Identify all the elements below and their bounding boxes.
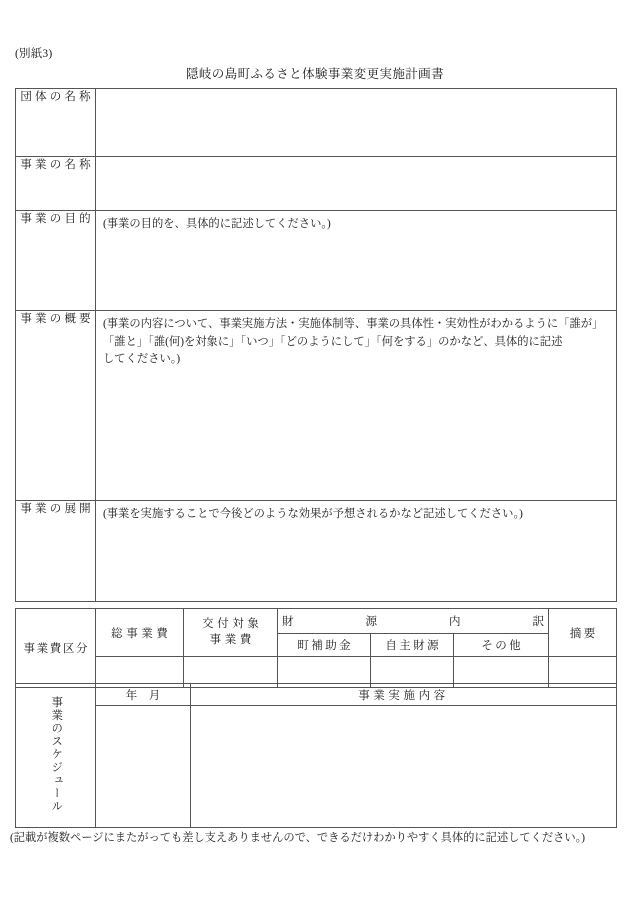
column-header-other-funds: その他 bbox=[454, 634, 549, 657]
input-project-purpose[interactable] bbox=[96, 211, 617, 311]
hint-project-outline bbox=[96, 311, 616, 373]
label-cost-category: 事業費区分 bbox=[16, 609, 96, 688]
input-implementation-content[interactable] bbox=[191, 706, 617, 828]
table-row-project-purpose bbox=[16, 211, 617, 311]
schedule-table bbox=[15, 683, 617, 828]
column-header-remarks: 摘要 bbox=[549, 609, 617, 657]
table-row-project-development bbox=[16, 501, 617, 602]
label-project-development: 事業の展開 bbox=[16, 501, 96, 602]
subsidy-target-line-1: 交付対象 bbox=[202, 617, 263, 630]
main-form-table bbox=[15, 88, 617, 602]
cost-header-row-top bbox=[16, 609, 617, 634]
label-organization-name: 団体の名称 bbox=[16, 89, 96, 157]
table-row-organization-name bbox=[16, 89, 617, 157]
label-project-purpose: 事業の目的 bbox=[16, 211, 96, 311]
column-header-total-cost: 総事業費 bbox=[96, 609, 184, 657]
label-project-schedule-text: 事業のスケジュール bbox=[50, 695, 63, 813]
subsidy-target-line-2: 事業費 bbox=[209, 633, 255, 646]
label-project-schedule bbox=[16, 684, 96, 828]
document-reference-mark: (別紙3) bbox=[15, 48, 53, 60]
input-project-outline[interactable] bbox=[96, 311, 617, 501]
schedule-value-row bbox=[16, 706, 617, 828]
footer-note: (記載が複数ページにまたがっても差し支えありませんので、できるだけわかりやすく具体的に記述してください。) bbox=[10, 832, 585, 844]
input-organization-name[interactable] bbox=[96, 89, 617, 157]
input-year-month[interactable] bbox=[96, 706, 191, 828]
hint-project-development: (事業を実施することで今後どのような効果が予想されるかなど記述してください。) bbox=[103, 508, 523, 520]
hint-line-1: (事業の内容について、事業実施方法・実施体制等、事業の具体性・実効性がわかるように「誰が」 bbox=[103, 318, 604, 330]
hint-line-3: してください。) bbox=[103, 353, 181, 365]
label-project-name: 事業の名称 bbox=[16, 157, 96, 211]
input-project-name[interactable] bbox=[96, 157, 617, 211]
table-row-project-name bbox=[16, 157, 617, 211]
schedule-header-row bbox=[16, 684, 617, 706]
column-header-year-month: 年 月 bbox=[96, 684, 191, 706]
input-project-development[interactable] bbox=[96, 501, 617, 602]
label-project-outline: 事業の概要 bbox=[16, 311, 96, 501]
column-header-subsidy-target-cost bbox=[184, 609, 278, 657]
cost-breakdown-table bbox=[15, 608, 617, 688]
column-header-implementation-content bbox=[191, 684, 617, 706]
implementation-content-text: 事業実施内容 bbox=[358, 689, 449, 702]
hint-project-purpose: (事業の目的を、具体的に記述してください。) bbox=[103, 218, 331, 230]
hint-line-2: 「誰と」「誰(何)を対象に」「いつ」「どのようにして」「何をする」のかなど、具体的に記述 bbox=[103, 335, 563, 348]
funding-source-group-text: 財源内訳 bbox=[282, 616, 545, 628]
column-header-own-funds: 自主財源 bbox=[371, 634, 454, 657]
column-header-funding-source-group bbox=[278, 609, 549, 634]
column-header-town-subsidy: 町補助金 bbox=[278, 634, 371, 657]
table-row-project-outline bbox=[16, 311, 617, 501]
document-title: 隠岐の島町ふるさと体験事業変更実施計画書 bbox=[185, 67, 444, 81]
